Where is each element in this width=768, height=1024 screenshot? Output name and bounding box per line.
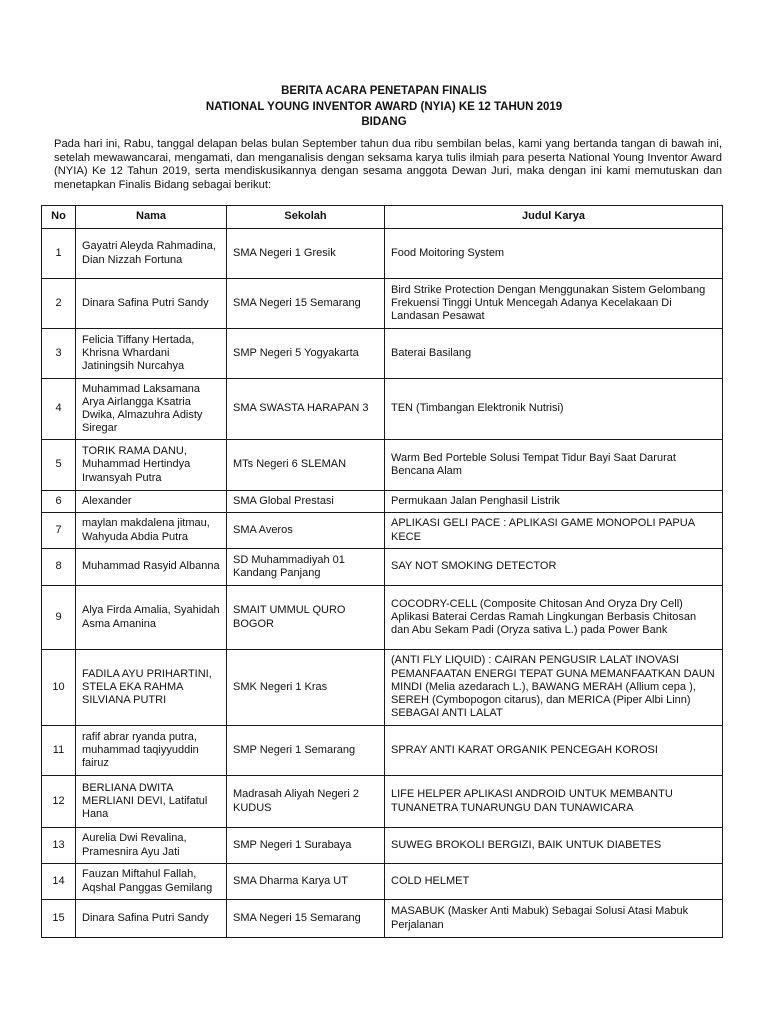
table-row	[42, 329, 723, 379]
table-row	[42, 379, 723, 440]
cell-no: 12	[42, 776, 76, 828]
cell-sekolah: SMP Negeri 5 Yogyakarta	[227, 329, 385, 379]
table-row	[42, 440, 723, 491]
cell-sekolah: SMA Averos	[227, 513, 385, 549]
cell-judul: APLIKASI GELI PACE : APLIKASI GAME MONOPOLI PAPUA KECE	[385, 513, 723, 549]
cell-no: 3	[42, 329, 76, 379]
cell-judul: Baterai Basilang	[385, 329, 723, 379]
cell-sekolah: Madrasah Aliyah Negeri 2 KUDUS	[227, 776, 385, 828]
cell-nama: rafif abrar ryanda putra, muhammad taqiyyuddin fairuz	[76, 726, 227, 776]
table-row	[42, 491, 723, 513]
cell-nama: Dinara Safina Putri Sandy	[76, 900, 227, 938]
cell-no: 13	[42, 828, 76, 864]
header-nama: Nama	[76, 206, 227, 229]
cell-no: 2	[42, 279, 76, 329]
cell-nama: FADILA AYU PRIHARTINI, STELA EKA RAHMA SILVIANA PUTRI	[76, 650, 227, 726]
cell-nama: Alya Firda Amalia, Syahidah Asma Amanina	[76, 586, 227, 650]
header-sekolah: Sekolah	[227, 206, 385, 229]
cell-nama: Gayatri Aleyda Rahmadina, Dian Nizzah Fortuna	[76, 229, 227, 279]
cell-judul: COCODRY-CELL (Composite Chitosan And Oryza Dry Cell) Aplikasi Baterai Cerdas Ramah Lingkungan Berbasis Chitosan dan Abu Sekam Padi (Oryza sativa L.) pada Power Bank	[385, 586, 723, 650]
cell-no: 4	[42, 379, 76, 440]
cell-nama: Dinara Safina Putri Sandy	[76, 279, 227, 329]
cell-no: 7	[42, 513, 76, 549]
finalist-table	[41, 205, 723, 938]
cell-nama: TORIK RAMA DANU, Muhammad Hertindya Irwansyah Putra	[76, 440, 227, 491]
document-title	[0, 84, 768, 131]
cell-sekolah: SMA Negeri 15 Semarang	[227, 900, 385, 938]
cell-judul: Warm Bed Porteble Solusi Tempat Tidur Bayi Saat Darurat Bencana Alam	[385, 440, 723, 491]
cell-judul: (ANTI FLY LIQUID) : CAIRAN PENGUSIR LALAT INOVASI PEMANFAATAN ENERGI TEPAT GUNA MEMANFAATKAN DAUN MINDI (Melia azedarach L.), BAWANG MERAH (Allium cepa ), SEREH (Cymbopogon citarus), dan MERICA (Piper Albi Linn) SEBAGAI ANTI LALAT	[385, 650, 723, 726]
header-no: No	[42, 206, 76, 229]
cell-judul: SPRAY ANTI KARAT ORGANIK PENCEGAH KOROSI	[385, 726, 723, 776]
cell-judul: TEN (Timbangan Elektronik Nutrisi)	[385, 379, 723, 440]
cell-no: 15	[42, 900, 76, 938]
table-row	[42, 513, 723, 549]
title-line: BIDANG	[361, 116, 407, 128]
cell-no: 5	[42, 440, 76, 491]
cell-sekolah: SMA Dharma Karya UT	[227, 864, 385, 900]
cell-nama: Muhammad Laksamana Arya Airlangga Ksatria Dwika, Almazuhra Adisty Siregar	[76, 379, 227, 440]
cell-no: 10	[42, 650, 76, 726]
cell-sekolah: SMA Negeri 15 Semarang	[227, 279, 385, 329]
cell-sekolah: SMP Negeri 1 Semarang	[227, 726, 385, 776]
table-row	[42, 549, 723, 586]
cell-sekolah: SMA SWASTA HARAPAN 3	[227, 379, 385, 440]
cell-no: 8	[42, 549, 76, 586]
cell-sekolah: SMA Global Prestasi	[227, 491, 385, 513]
cell-sekolah: SMP Negeri 1 Surabaya	[227, 828, 385, 864]
cell-judul: Bird Strike Protection Dengan Menggunakan Sistem Gelombang Frekuensi Tinggi Untuk Mencegah Adanya Kecelakaan Di Landasan Pesawat	[385, 279, 723, 329]
cell-sekolah: SMA Negeri 1 Gresik	[227, 229, 385, 279]
table-row	[42, 650, 723, 726]
cell-judul: SUWEG BROKOLI BERGIZI, BAIK UNTUK DIABETES	[385, 828, 723, 864]
table-row	[42, 864, 723, 900]
title-line: NATIONAL YOUNG INVENTOR AWARD (NYIA) KE 12 TAHUN 2019	[205, 100, 563, 113]
cell-judul: MASABUK (Masker Anti Mabuk) Sebagai Solusi Atasi Mabuk Perjalanan	[385, 900, 723, 938]
header-judul-karya: Judul Karya	[385, 206, 723, 229]
cell-sekolah: SMK Negeri 1 Kras	[227, 650, 385, 726]
table-header-row	[42, 206, 723, 229]
cell-no: 9	[42, 586, 76, 650]
cell-no: 14	[42, 864, 76, 900]
table-row	[42, 900, 723, 938]
cell-nama: maylan makdalena jitmau, Wahyuda Abdia Putra	[76, 513, 227, 549]
table-row	[42, 279, 723, 329]
table-row	[42, 828, 723, 864]
cell-sekolah: MTs Negeri 6 SLEMAN	[227, 440, 385, 491]
title-line: BERITA ACARA PENETAPAN FINALIS	[281, 85, 487, 97]
cell-no: 1	[42, 229, 76, 279]
cell-sekolah: SD Muhammadiyah 01 Kandang Panjang	[227, 549, 385, 586]
table-row	[42, 229, 723, 279]
cell-judul: Food Moitoring System	[385, 229, 723, 279]
cell-nama: Muhammad Rasyid Albanna	[76, 549, 227, 586]
cell-no: 11	[42, 726, 76, 776]
table-row	[42, 776, 723, 828]
cell-nama: Alexander	[76, 491, 227, 513]
cell-no: 6	[42, 491, 76, 513]
cell-judul: COLD HELMET	[385, 864, 723, 900]
cell-judul: Permukaan Jalan Penghasil Listrik	[385, 491, 723, 513]
cell-nama: Felicia Tiffany Hertada, Khrisna Whardani Jatiningsih Nurcahya	[76, 329, 227, 379]
cell-judul: LIFE HELPER APLIKASI ANDROID UNTUK MEMBANTU TUNANETRA TUNARUNGU DAN TUNAWICARA	[385, 776, 723, 828]
table-row	[42, 726, 723, 776]
cell-nama: BERLIANA DWITA MERLIANI DEVI, Latifatul Hana	[76, 776, 227, 828]
intro-paragraph: Pada hari ini, Rabu, tanggal delapan belas bulan September tahun dua ribu sembilan belas, kami yang bertanda tangan di bawah ini, setelah mewawancarai, mengamati, dan menganalisis dengan seksama karya tulis ilmiah para peserta National Young Inventor Award (NYIA) Ke 12 Tahun 2019, serta mendiskusikannya dengan sesama anggota Dewan Juri, maka dengan ini kami memutuskan dan menetapkan Finalis Bidang sebagai berikut:	[54, 138, 722, 191]
cell-nama: Aurelia Dwi Revalina, Pramesnira Ayu Jati	[76, 828, 227, 864]
cell-judul: SAY NOT SMOKING DETECTOR	[385, 549, 723, 586]
table-row	[42, 586, 723, 650]
cell-sekolah: SMAIT UMMUL QURO BOGOR	[227, 586, 385, 650]
cell-nama: Fauzan Miftahul Fallah, Aqshal Panggas Gemilang	[76, 864, 227, 900]
